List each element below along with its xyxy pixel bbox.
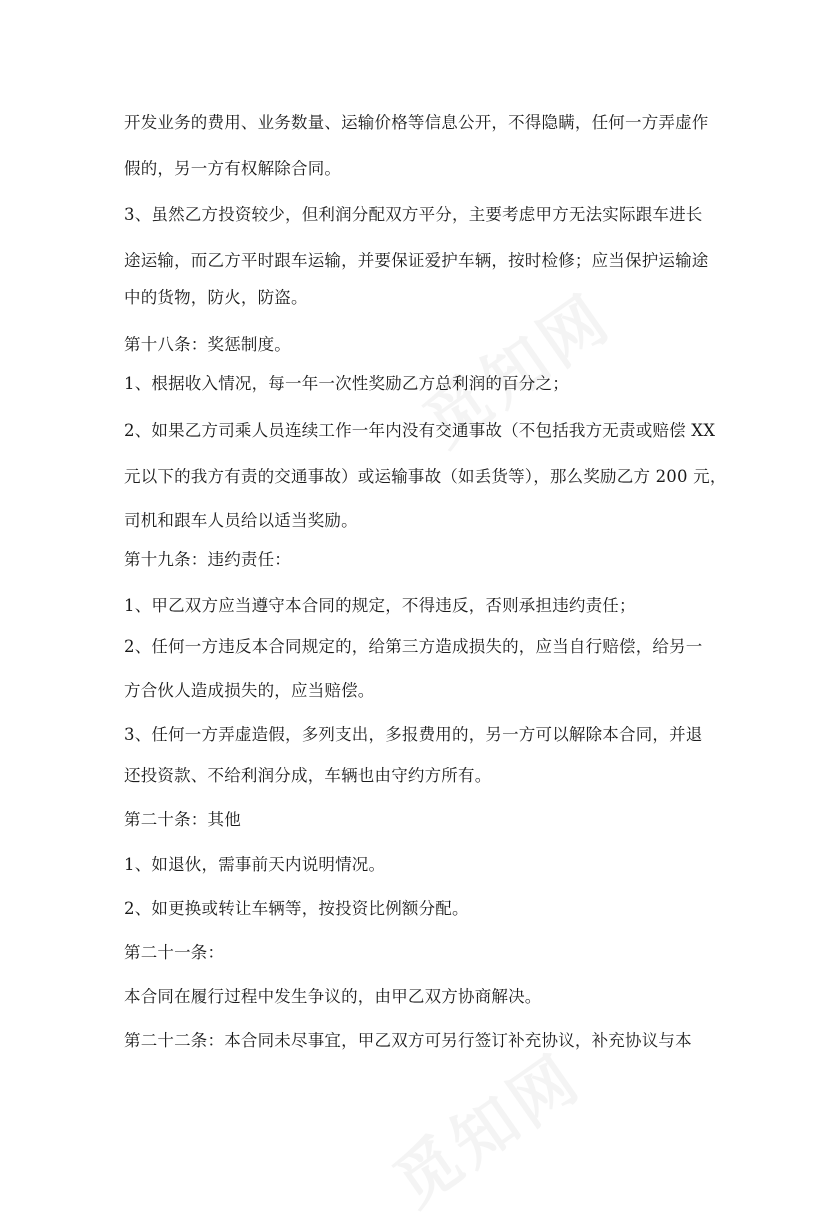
article-heading: 第二十条：其他 [124,810,241,829]
body-line: 3、任何一方弄虚造假，多列支出，多报费用的，另一方可以解除本合同，并退 [124,725,703,744]
article-heading: 第十九条：违约责任： [124,550,291,569]
article-heading: 第二十二条：本合同未尽事宜，甲乙双方可另行签订补充协议，补充协议与本 [124,1031,692,1050]
body-line: 司机和跟车人员给以适当奖励。 [124,511,358,530]
body-line: 2、如果乙方司乘人员连续工作一年内没有交通事故（不包括我方无责或赔偿 XX [124,421,716,440]
body-line: 3、虽然乙方投资较少，但利润分配双方平分，主要考虑甲方无法实际跟车进长 [124,205,703,224]
body-line: 中的货物，防火，防盗。 [124,288,308,307]
body-line: 本合同在履行过程中发生争议的，由甲乙双方协商解决。 [124,987,542,1006]
body-line: 还投资款、不给利润分成，车辆也由守约方所有。 [124,766,492,785]
body-line: 2、如更换或转让车辆等，按投资比例额分配。 [124,899,469,918]
article-heading: 第十八条：奖惩制度。 [124,335,291,354]
body-line: 1、甲乙双方应当遵守本合同的规定，不得违反，否则承担违约责任； [124,596,636,615]
body-line: 元以下的我方有责的交通事故）或运输事故（如丢货等），那么奖励乙方 200 元， [124,467,727,486]
article-heading: 第二十一条： [124,943,225,962]
body-line: 方合伙人造成损失的，应当赔偿。 [124,681,375,700]
body-line: 1、根据收入情况，每一年一次性奖励乙方总利润的百分之； [124,374,569,393]
body-line: 2、任何一方违反本合同规定的，给第三方造成损失的，应当自行赔偿，给另一 [124,637,703,656]
body-line: 开发业务的费用、业务数量、运输价格等信息公开，不得隐瞒，任何一方弄虚作 [124,113,709,132]
body-line: 1、如退伙，需事前天内说明情况。 [124,855,386,874]
body-line: 途运输，而乙方平时跟车运输，并要保证爱护车辆，按时检修；应当保护运输途 [124,251,709,270]
watermark [373,1028,598,1224]
body-line: 假的，另一方有权解除合同。 [124,159,342,178]
